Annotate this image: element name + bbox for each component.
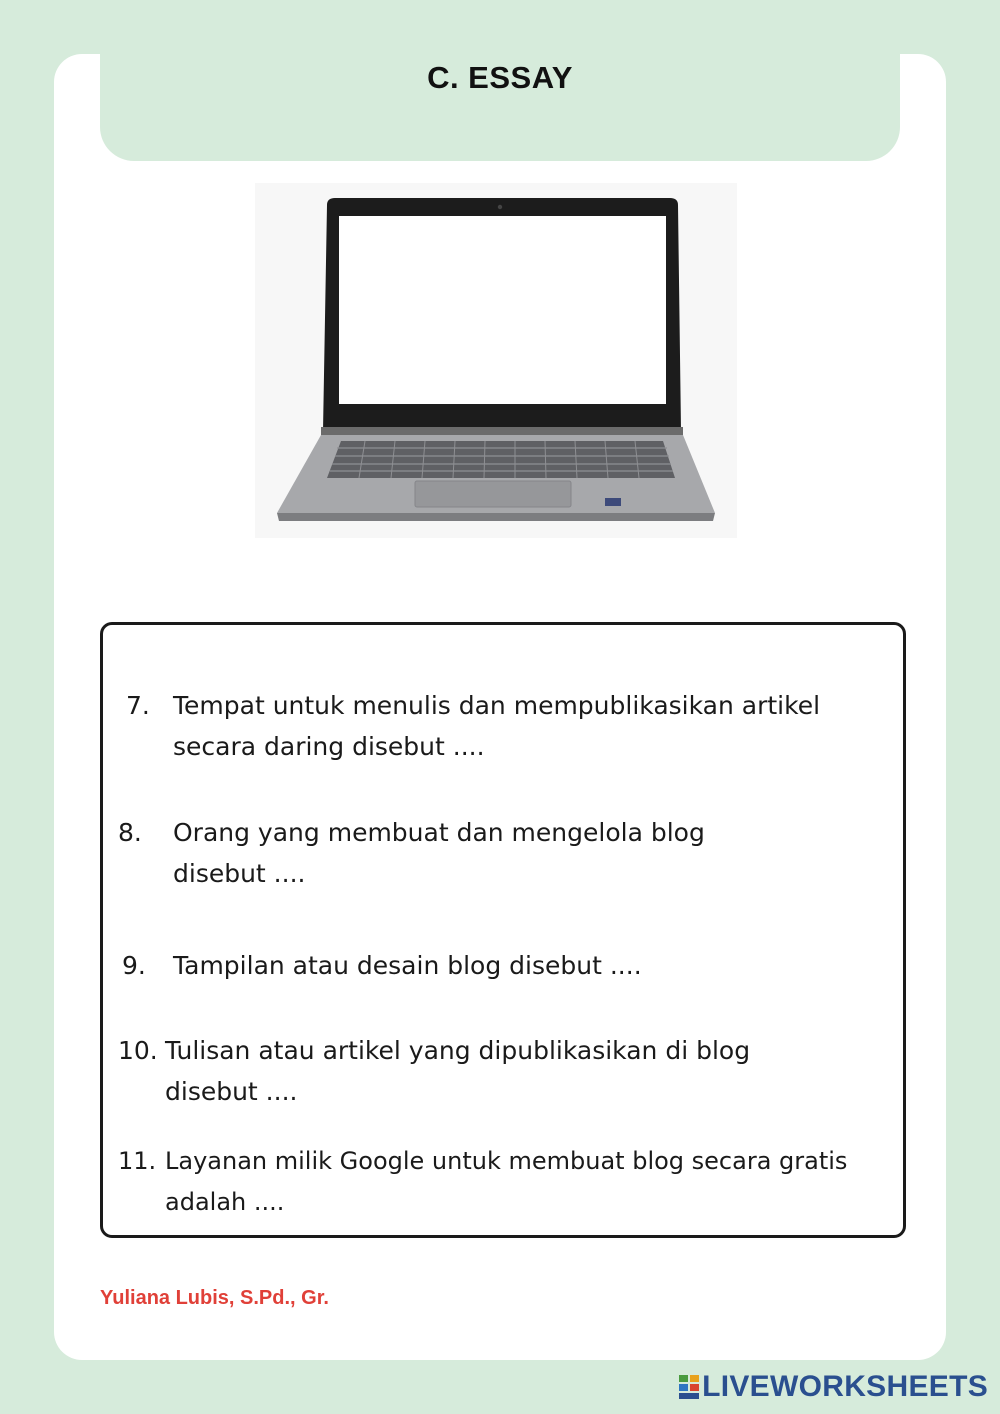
brand-logo[interactable] — [679, 1370, 988, 1404]
question-text-line2: disebut .... — [173, 859, 306, 888]
question-text-line2: disebut .... — [165, 1077, 298, 1106]
question-number: 9. — [122, 951, 146, 980]
question-text-line2: secara daring disebut .... — [173, 732, 485, 761]
author-name: Yuliana Lubis, S.Pd., Gr. — [100, 1287, 329, 1309]
brand-name: LIVEWORKSHEETS — [702, 1370, 988, 1403]
question-text-line2: adalah .... — [165, 1188, 285, 1216]
laptop-icon — [255, 183, 737, 538]
question-number: 8. — [118, 818, 142, 847]
question-number: 11. — [118, 1147, 157, 1175]
question-text-line1: Tampilan atau desain blog disebut .... — [173, 951, 642, 980]
question-number: 10. — [118, 1036, 158, 1065]
question-number: 7. — [126, 691, 150, 720]
laptop-image — [255, 183, 737, 538]
question-text-line1: Orang yang membuat dan mengelola blog — [173, 818, 705, 847]
question-text-line1: Tempat untuk menulis dan mempublikasikan artikel — [173, 691, 821, 720]
liveworksheets-logo-icon — [679, 1374, 699, 1400]
page-title: C. ESSAY — [427, 60, 573, 95]
question-text-line1: Layanan milik Google untuk membuat blog secara gratis — [165, 1147, 848, 1175]
question-text-line1: Tulisan atau artikel yang dipublikasikan di blog — [165, 1036, 751, 1065]
